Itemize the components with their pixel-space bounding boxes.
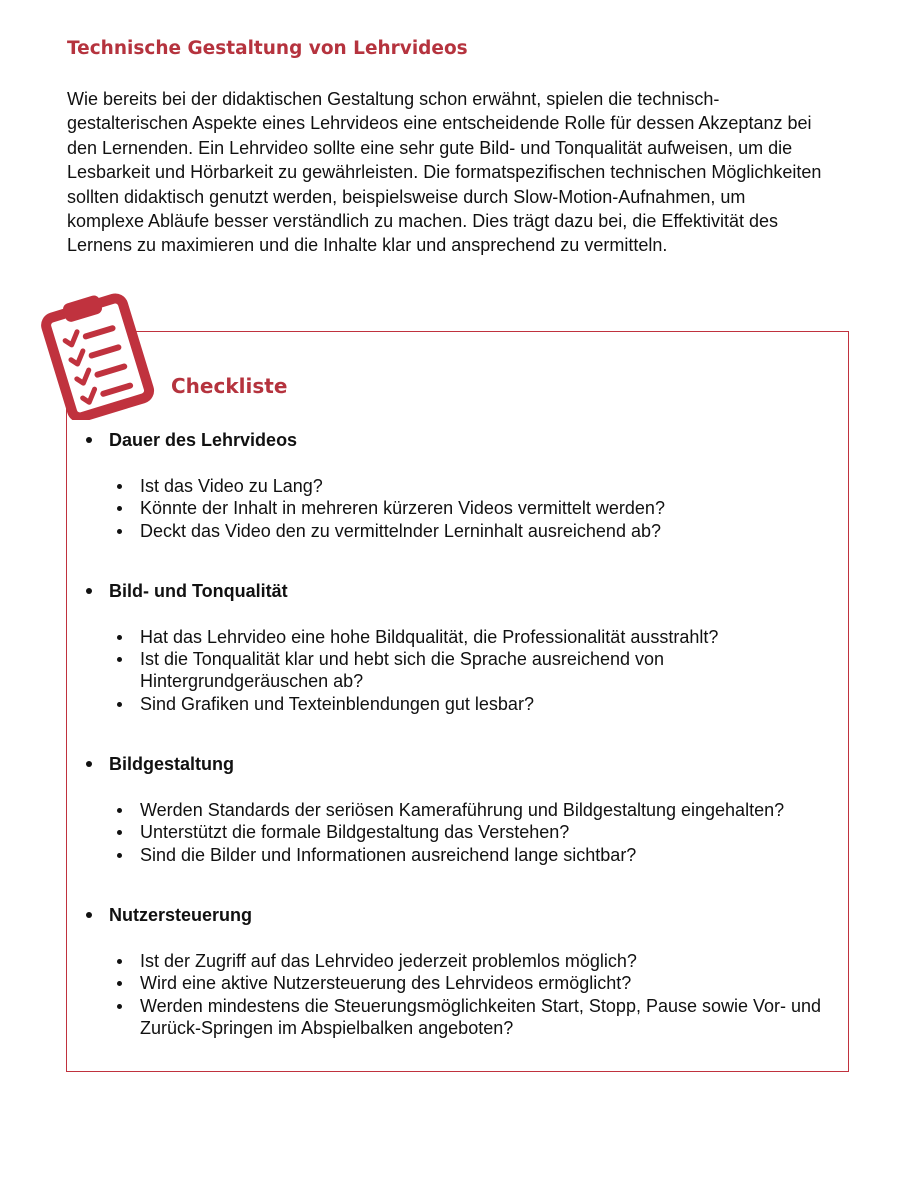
bullet-icon	[117, 808, 122, 813]
intro-paragraph: Wie bereits bei der didaktischen Gestaltung schon erwähnt, spielen die technisch-gestalterischen Aspekte eines Lehrvideos eine entscheidende Rolle für dessen Akzeptanz bei den Lernenden. Ein Lehrvideo sollte eine sehr gute Bild- und Tonqualität aufweisen, um die Lesbarkeit und Hörbarkeit zu gewährleisten. Die formatspezifischen technischen Möglichkeiten sollten didaktisch genutzt werden, beispielsweise durch Slow-Motion-Aufnahmen, um komplexe Abläufe besser verständlich zu machen. Dies trägt dazu bei, die Effektivität des Lernens zu maximieren und die Inhalte klar und ansprechend zu vermitteln.	[67, 89, 822, 256]
list-item	[78, 972, 838, 994]
list-item	[78, 950, 838, 972]
section-heading	[78, 428, 838, 452]
section-heading-text: Nutzersteuerung	[109, 904, 253, 925]
checklist-section	[78, 752, 838, 866]
section-heading	[78, 752, 838, 776]
bullet-icon	[117, 506, 122, 511]
bullet-icon	[117, 959, 122, 964]
list-item-text: Sind die Bilder und Informationen ausreichend lange sichtbar?	[140, 844, 637, 865]
list-item-text: Hat das Lehrvideo eine hohe Bildqualität, die Professionalität ausstrahlt?	[140, 626, 719, 647]
list-item	[78, 995, 838, 1040]
list-item	[78, 799, 838, 821]
section-items	[78, 475, 838, 542]
bullet-icon	[117, 830, 122, 835]
bullet-icon	[117, 635, 122, 640]
bullet-icon	[117, 529, 122, 534]
section-heading-text: Dauer des Lehrvideos	[109, 430, 298, 450]
checklist-section	[78, 579, 838, 715]
checklist-section	[78, 903, 838, 1039]
list-item	[78, 626, 838, 648]
section-heading-text: Bild- und Tonqualität	[109, 580, 288, 601]
section-heading	[78, 579, 838, 603]
section-items	[78, 626, 838, 715]
list-item-text: Ist das Video zu Lang?	[140, 476, 323, 496]
section-items	[78, 799, 838, 866]
bullet-icon	[86, 588, 92, 594]
list-item-text: Ist der Zugriff auf das Lehrvideo jederzeit problemlos möglich?	[140, 950, 637, 971]
list-item	[78, 693, 838, 715]
list-item	[78, 844, 838, 866]
clipboard-checklist-icon	[38, 292, 156, 420]
bullet-icon	[117, 981, 122, 986]
bullet-icon	[86, 912, 92, 918]
page-title: Technische Gestaltung von Lehrvideos	[67, 38, 468, 59]
list-item-text: Deckt das Video den zu vermittelnder Lerninhalt ausreichend ab?	[140, 520, 661, 541]
list-item	[78, 821, 838, 843]
bullet-icon	[117, 484, 122, 489]
list-item-text: Sind Grafiken und Texteinblendungen gut lesbar?	[140, 693, 534, 714]
section-heading	[78, 903, 838, 927]
list-item	[78, 648, 838, 693]
checklist-title: Checkliste	[171, 374, 288, 398]
list-item-text: Wird eine aktive Nutzersteuerung des Lehrvideos ermöglicht?	[140, 973, 632, 994]
bullet-icon	[117, 853, 122, 858]
bullet-icon	[117, 702, 122, 707]
list-item	[78, 497, 838, 519]
bullet-icon	[86, 761, 92, 767]
list-item	[78, 520, 838, 542]
list-item-text: Unterstützt die formale Bildgestaltung das Verstehen?	[140, 822, 570, 843]
checklist-section	[78, 428, 838, 542]
list-item-text: Ist die Tonqualität klar und hebt sich die Sprache ausreichend von Hintergrundgeräuschen ab?	[140, 649, 665, 692]
bullet-icon	[86, 437, 92, 443]
list-item-text: Könnte der Inhalt in mehreren kürzeren Videos vermittelt werden?	[140, 498, 665, 519]
checklist-sections	[78, 428, 838, 1039]
bullet-icon	[117, 1004, 122, 1009]
list-item-text: Werden mindestens die Steuerungsmöglichkeiten Start, Stopp, Pause sowie Vor- und Zurück-Springen im Abspielbalken angeboten?	[140, 995, 822, 1038]
section-heading-text: Bildgestaltung	[109, 754, 234, 775]
section-items	[78, 950, 838, 1039]
list-item-text: Werden Standards der seriösen Kameraführung und Bildgestaltung eingehalten?	[140, 800, 785, 821]
list-item	[78, 475, 838, 497]
bullet-icon	[117, 657, 122, 662]
